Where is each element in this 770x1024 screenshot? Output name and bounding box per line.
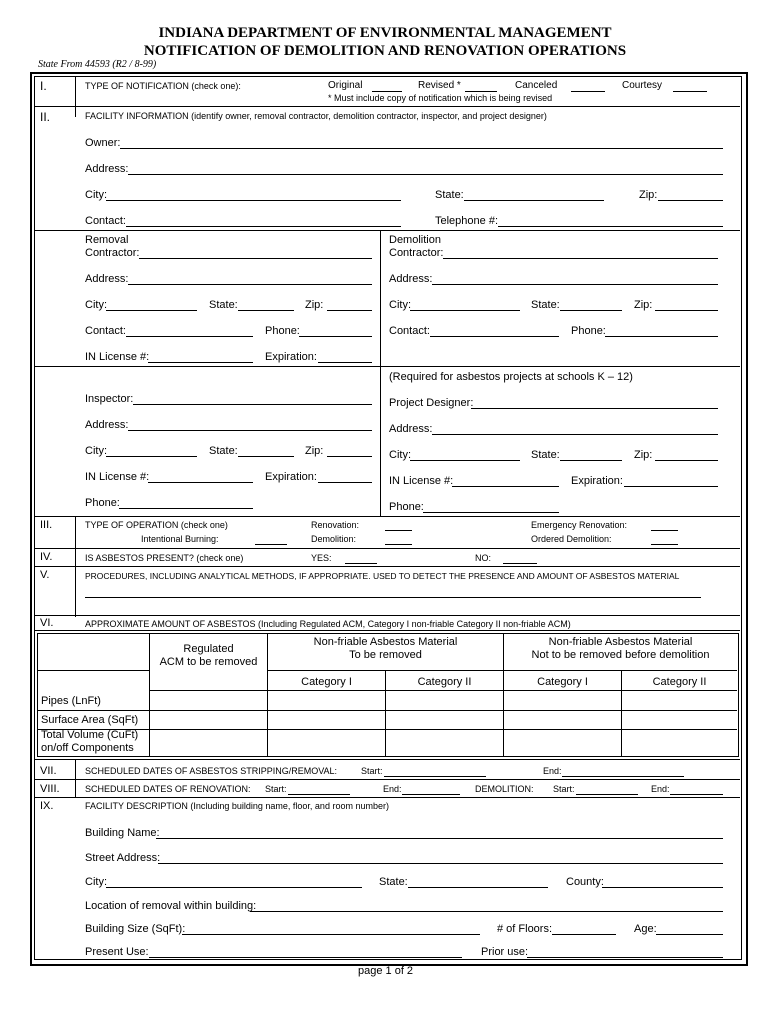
nonfriable-removed-header: Non-friable Asbestos Material To be removed	[313, 636, 458, 662]
demolition-contractor-field[interactable]	[443, 258, 718, 259]
zip-label: Zip:	[634, 299, 653, 311]
renovation-label: Renovation:	[311, 520, 360, 530]
end-label: End:	[651, 784, 670, 794]
end-label: End:	[543, 766, 562, 776]
original-option: Original	[328, 80, 363, 91]
inspector-expiration-field[interactable]	[318, 482, 372, 483]
form-title-line2: NOTIFICATION OF DEMOLITION AND RENOVATION OPERATIONS	[143, 43, 627, 59]
phone-label: Phone:	[389, 501, 424, 513]
removal-contractor-label: Contractor:	[85, 247, 140, 259]
facility-county-field[interactable]	[602, 887, 723, 888]
nonfriable-not-removed-header: Non-friable Asbestos Material Not to be removed before demolition	[531, 636, 710, 662]
removal-phone-field[interactable]	[299, 336, 372, 337]
phone-label: Phone:	[571, 325, 606, 337]
section-number: I.	[40, 79, 47, 93]
page-number: page 1 of 2	[358, 965, 414, 977]
removal-contact-field[interactable]	[126, 336, 253, 337]
category-2-header: Category II	[652, 676, 707, 688]
section-number: II.	[40, 110, 51, 124]
license-label: IN License #:	[85, 351, 150, 363]
form-title-line1: INDIANA DEPARTMENT OF ENVIRONMENTAL MANAGEMENT	[158, 25, 612, 41]
contact-label: Contact:	[389, 325, 430, 337]
section-label: APPROXIMATE AMOUNT OF ASBESTOS (Including Regulated ACM, Category I non-friable Category II non-friable ACM)	[85, 619, 571, 629]
section-label: FACILITY INFORMATION (identify owner, removal contractor, demolition contractor, inspector, and project designer)	[85, 111, 547, 121]
owner-label: Owner:	[85, 137, 121, 149]
street-address-field[interactable]	[158, 863, 723, 864]
section-divider	[35, 630, 740, 631]
owner-city-field[interactable]	[106, 200, 401, 201]
canceled-option: Canceled	[515, 80, 558, 91]
table-row-divider	[149, 690, 737, 691]
location-label: Location of removal within building:	[85, 900, 257, 912]
removal-start-field[interactable]	[384, 776, 486, 777]
section-divider	[35, 230, 740, 231]
table-row-divider	[38, 670, 149, 671]
county-label: County:	[566, 876, 604, 888]
renovation-end-field[interactable]	[402, 794, 460, 795]
telephone-label: Telephone #:	[435, 215, 498, 227]
address-label: Address:	[389, 273, 433, 285]
revised-option: Revised *	[418, 80, 461, 91]
removal-state-field[interactable]	[238, 310, 294, 311]
zip-label: Zip:	[305, 445, 324, 457]
section-divider	[35, 548, 740, 549]
removal-city-field[interactable]	[106, 310, 197, 311]
state-label: State:	[209, 299, 238, 311]
demolition-contractor-label: Contractor:	[389, 247, 444, 259]
street-address-label: Street Address:	[85, 852, 161, 864]
section-number: VI.	[40, 617, 54, 629]
demolition-end-field[interactable]	[670, 794, 723, 795]
removal-end-field[interactable]	[562, 776, 684, 777]
table-row-divider	[267, 670, 737, 671]
phone-label: Phone:	[85, 497, 120, 509]
section-label: SCHEDULED DATES OF ASBESTOS STRIPPING/REMOVAL:	[85, 766, 338, 776]
row-label-components: on/off Components	[41, 742, 134, 754]
yes-label: YES:	[311, 553, 332, 563]
removal-label: Removal	[85, 234, 129, 246]
owner-telephone-field[interactable]	[498, 226, 723, 227]
courtesy-blank[interactable]	[673, 91, 707, 92]
removal-expiration-field[interactable]	[318, 362, 372, 363]
facility-state-field[interactable]	[408, 887, 548, 888]
present-use-field[interactable]	[149, 957, 462, 958]
owner-address-field[interactable]	[128, 174, 723, 175]
category-1-header: Category I	[537, 676, 588, 688]
table-row-divider	[38, 710, 737, 711]
zip-label: Zip:	[634, 449, 653, 461]
emergency-renovation-label: Emergency Renovation:	[531, 520, 628, 530]
row-label-pipes: Pipes (LnFt)	[41, 695, 101, 707]
age-field[interactable]	[656, 934, 723, 935]
demolition-dates-label: DEMOLITION:	[475, 784, 534, 794]
city-label: City:	[85, 299, 107, 311]
revised-note: * Must include copy of notification which is being revised	[328, 93, 553, 103]
inspector-city-field[interactable]	[106, 456, 197, 457]
state-label: State:	[209, 445, 238, 457]
demolition-blank[interactable]	[385, 544, 412, 545]
section-number: V.	[40, 569, 50, 581]
state-label: State:	[379, 876, 408, 888]
revised-blank[interactable]	[465, 91, 497, 92]
section-label: TYPE OF NOTIFICATION (check one):	[85, 81, 241, 91]
zip-label: Zip:	[305, 299, 324, 311]
schools-note: (Required for asbestos projects at schools K – 12)	[389, 371, 633, 383]
age-label: Age:	[634, 923, 657, 935]
start-label: Start:	[361, 766, 383, 776]
designer-phone-field[interactable]	[423, 512, 559, 513]
contact-label: Contact:	[85, 325, 126, 337]
license-label: IN License #:	[85, 471, 150, 483]
burning-label: Intentional Burning:	[141, 534, 219, 544]
regulated-acm-header: Regulated ACM to be removed	[159, 643, 258, 669]
section-number: VII.	[40, 765, 57, 777]
project-designer-field[interactable]	[471, 408, 718, 409]
section-number: IV.	[40, 551, 53, 563]
inspector-field[interactable]	[133, 404, 372, 405]
inspector-license-field[interactable]	[148, 482, 253, 483]
city-label: City:	[389, 449, 411, 461]
city-label: City:	[85, 445, 107, 457]
demolition-label: Demolition:	[311, 534, 357, 544]
yes-blank[interactable]	[345, 563, 377, 564]
expiration-label: Expiration:	[265, 471, 317, 483]
expiration-label: Expiration:	[265, 351, 317, 363]
prior-use-field[interactable]	[527, 957, 723, 958]
inspector-label: Inspector:	[85, 393, 134, 405]
section-divider	[35, 759, 740, 760]
no-blank[interactable]	[503, 563, 537, 564]
section-divider	[35, 516, 740, 517]
designer-license-field[interactable]	[452, 486, 559, 487]
emergency-renovation-blank[interactable]	[651, 530, 678, 531]
section-number: III.	[40, 519, 53, 531]
owner-state-field[interactable]	[464, 200, 604, 201]
section-label: IS ASBESTOS PRESENT? (check one)	[85, 553, 244, 563]
row-label-total-volume: Total Volume (CuFt)	[41, 729, 139, 741]
prior-use-label: Prior use:	[481, 946, 529, 958]
state-label: State:	[531, 299, 560, 311]
floors-label: # of Floors:	[497, 923, 553, 935]
location-field[interactable]	[250, 911, 723, 912]
demolition-zip-field[interactable]	[655, 310, 718, 311]
designer-zip-field[interactable]	[655, 460, 718, 461]
row-label-surface-area: Surface Area (SqFt)	[41, 714, 139, 726]
demolition-label: Demolition	[389, 234, 441, 246]
zip-label: Zip:	[639, 189, 658, 201]
burning-blank[interactable]	[255, 544, 287, 545]
present-use-label: Present Use:	[85, 946, 149, 958]
city-label: City:	[85, 876, 107, 888]
project-designer-label: Project Designer:	[389, 397, 474, 409]
building-name-field[interactable]	[156, 838, 723, 839]
inspector-zip-field[interactable]	[327, 456, 372, 457]
license-label: IN License #:	[389, 475, 454, 487]
building-name-label: Building Name:	[85, 827, 160, 839]
demolition-phone-field[interactable]	[605, 336, 718, 337]
contact-label: Contact:	[85, 215, 126, 227]
section-divider	[35, 106, 740, 107]
section-number: VIII.	[40, 783, 60, 795]
removal-contractor-field[interactable]	[139, 258, 372, 259]
building-size-label: Building Size (SqFt):	[85, 923, 186, 935]
start-label: Start:	[553, 784, 575, 794]
state-label: State:	[435, 189, 464, 201]
canceled-blank[interactable]	[571, 91, 605, 92]
column-divider	[380, 230, 381, 516]
procedures-field[interactable]	[85, 597, 701, 598]
designer-city-field[interactable]	[410, 460, 520, 461]
demolition-state-field[interactable]	[560, 310, 622, 311]
section-divider	[35, 566, 740, 567]
designer-state-field[interactable]	[560, 460, 622, 461]
facility-city-field[interactable]	[106, 887, 362, 888]
ordered-demolition-label: Ordered Demolition:	[531, 534, 612, 544]
removal-zip-field[interactable]	[327, 310, 372, 311]
building-size-field[interactable]	[182, 934, 480, 935]
category-2-header: Category II	[417, 676, 472, 688]
number-column-divider	[75, 517, 76, 617]
number-column-divider	[75, 77, 76, 117]
demolition-address-field[interactable]	[432, 284, 718, 285]
section-label: TYPE OF OPERATION (check one)	[85, 520, 228, 530]
removal-license-field[interactable]	[148, 362, 253, 363]
ordered-demolition-blank[interactable]	[651, 544, 678, 545]
form-number: State From 44593 (R2 / 8-99)	[38, 59, 157, 70]
inspector-phone-field[interactable]	[119, 508, 253, 509]
address-label: Address:	[85, 273, 129, 285]
city-label: City:	[85, 189, 107, 201]
owner-zip-field[interactable]	[658, 200, 723, 201]
courtesy-option: Courtesy	[622, 80, 663, 91]
designer-expiration-field[interactable]	[624, 486, 718, 487]
section-label: PROCEDURES, INCLUDING ANALYTICAL METHODS, IF APPROPRIATE. USED TO DETECT THE PRESENCE AND AMOUNT OF ASBESTOS MATERIAL	[85, 571, 680, 581]
demolition-contact-field[interactable]	[430, 336, 559, 337]
address-label: Address:	[85, 163, 129, 175]
end-label: End:	[383, 784, 402, 794]
section-label: SCHEDULED DATES OF RENOVATION:	[85, 784, 251, 794]
demolition-city-field[interactable]	[410, 310, 520, 311]
table-row-divider	[38, 729, 737, 730]
state-label: State:	[531, 449, 560, 461]
section-divider	[35, 779, 740, 780]
category-1-header: Category I	[301, 676, 352, 688]
section-number: IX.	[40, 800, 54, 812]
phone-label: Phone:	[265, 325, 300, 337]
owner-contact-field[interactable]	[126, 226, 401, 227]
floors-field[interactable]	[552, 934, 616, 935]
expiration-label: Expiration:	[571, 475, 623, 487]
section-divider	[35, 615, 740, 616]
address-label: Address:	[85, 419, 129, 431]
address-label: Address:	[389, 423, 433, 435]
section-label: FACILITY DESCRIPTION (Including building name, floor, and room number)	[85, 801, 389, 811]
city-label: City:	[389, 299, 411, 311]
renovation-blank[interactable]	[385, 530, 412, 531]
owner-field[interactable]	[120, 148, 723, 149]
original-blank[interactable]	[372, 91, 402, 92]
start-label: Start:	[265, 784, 287, 794]
section-divider	[35, 366, 740, 367]
no-label: NO:	[475, 553, 492, 563]
renovation-start-field[interactable]	[288, 794, 350, 795]
designer-address-field[interactable]	[432, 434, 718, 435]
removal-address-field[interactable]	[128, 284, 372, 285]
demolition-start-field[interactable]	[576, 794, 638, 795]
section-divider	[35, 797, 740, 798]
inspector-state-field[interactable]	[238, 456, 294, 457]
inspector-address-field[interactable]	[128, 430, 372, 431]
